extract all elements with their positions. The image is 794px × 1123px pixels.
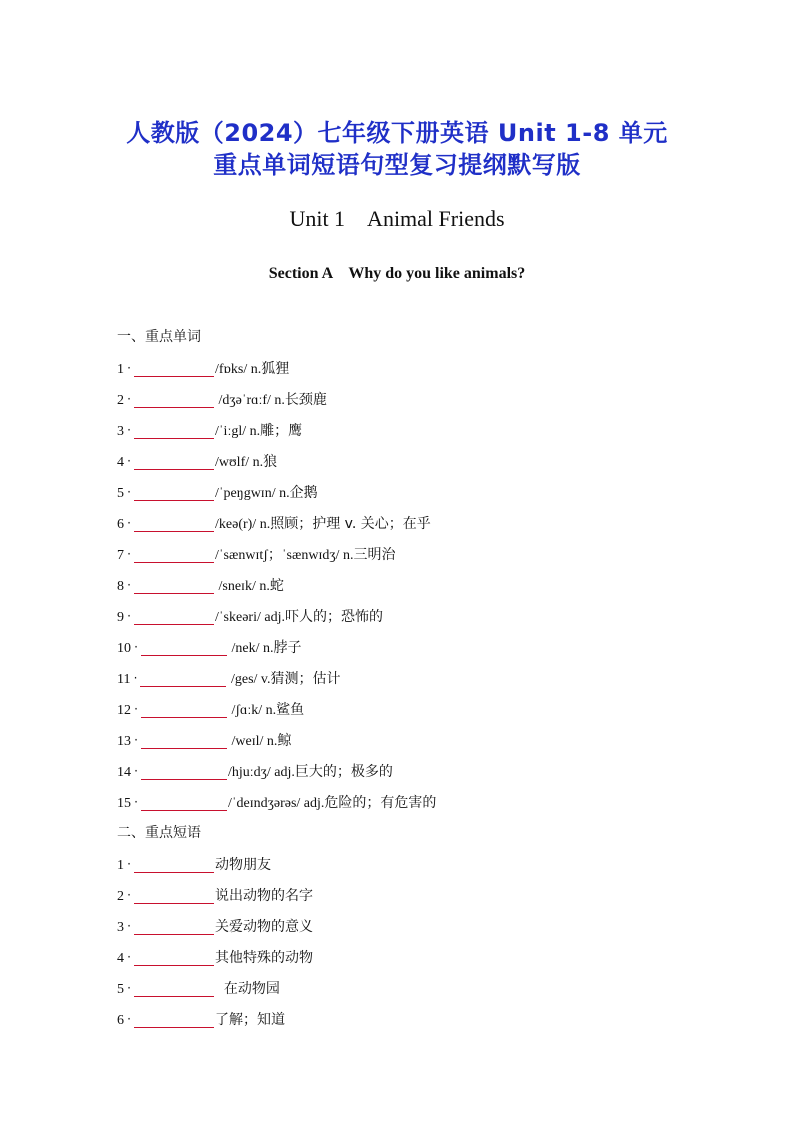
item-separator: · [127,950,131,964]
answer-blank[interactable] [134,1011,214,1028]
pronunciation: /keə(r)/ n. [215,517,271,532]
vocabulary-item [117,479,717,510]
item-separator: · [127,1012,131,1026]
item-number: 3 [117,920,124,935]
item-number: 4 [117,455,124,470]
item-separator: · [127,485,131,499]
meaning: 蛇 [269,578,284,594]
answer-blank[interactable] [134,856,214,873]
vocabulary-item [117,634,717,665]
item-separator: · [127,454,131,468]
phrase-item [117,851,717,882]
vocabulary-item [117,510,717,541]
phrases-list [117,851,717,1037]
item-separator: · [127,609,131,623]
meaning: 狼 [263,454,278,470]
meaning: 危险的；有危害的 [324,795,437,811]
meaning: 了解；知道 [215,1012,285,1028]
vocabulary-item [117,386,717,417]
item-separator: · [133,671,138,685]
unit-title: Unit 1 Animal Friends [289,206,505,231]
item-number: 4 [117,951,124,966]
vocabulary-item [117,448,717,479]
answer-blank[interactable] [134,360,214,377]
item-number: 1 [117,858,124,873]
section-title: Section A Why do you like animals? [268,265,526,282]
item-number: 6 [117,517,124,532]
phrase-item [117,944,717,975]
answer-blank[interactable] [134,391,214,408]
vocabulary-item [117,758,717,789]
answer-blank[interactable] [134,577,214,594]
item-separator: · [127,392,131,406]
worksheet-content [117,324,717,1037]
item-separator: · [127,981,131,995]
pronunciation: /fɒks/ n. [215,362,262,377]
item-separator: · [127,919,131,933]
pronunciation: /ges/ v. [227,672,271,687]
pronunciation: /hjuːdʒ/ adj. [228,765,295,780]
item-number: 11 [117,672,131,687]
meaning: 动物朋友 [215,857,271,873]
item-separator: · [127,361,131,375]
item-number: 8 [117,579,124,594]
item-separator: · [134,702,138,716]
answer-blank[interactable] [134,980,214,997]
meaning: 鲨鱼 [276,702,305,718]
pronunciation: /dʒəˈrɑːf/ n. [215,393,285,408]
item-separator: · [134,795,138,809]
pronunciation: /wʊlf/ n. [215,455,264,470]
item-number: 6 [117,1013,124,1028]
vocabulary-item [117,665,717,696]
vocabulary-list [117,355,717,820]
pronunciation: /ˈpeŋgwɪn/ n. [215,486,290,501]
item-number: 5 [117,486,124,501]
phrase-item [117,913,717,944]
vocabulary-heading: 一、重点单词 [117,329,201,345]
meaning: 狐狸 [261,361,290,377]
answer-blank[interactable] [134,515,214,532]
item-number: 12 [117,703,131,718]
item-separator: · [134,764,138,778]
pronunciation: /ˈsænwɪtʃ；ˈsænwɪdʒ/ n. [215,548,354,563]
vocabulary-item [117,541,717,572]
pronunciation: /ˈdeɪndʒərəs/ adj. [228,796,325,811]
item-separator: · [127,857,131,871]
meaning: 照顾；护理 v. 关心；在乎 [270,516,431,532]
meaning: 脖子 [273,640,302,656]
document-title-line1: 人教版（2024）七年级下册英语 Unit 1-8 单元 [126,119,668,147]
item-number: 14 [117,765,131,780]
vocabulary-item [117,355,717,386]
answer-blank[interactable] [134,608,214,625]
pronunciation: /weɪl/ n. [228,734,278,749]
vocabulary-item [117,696,717,727]
pronunciation: /nek/ n. [228,641,274,656]
vocabulary-item [117,572,717,603]
meaning: 长颈鹿 [284,392,327,408]
meaning: 说出动物的名字 [215,888,313,904]
meaning: 在动物园 [215,981,280,997]
phrase-item [117,1006,717,1037]
answer-blank[interactable] [141,639,227,656]
answer-blank[interactable] [141,701,227,718]
item-separator: · [127,578,131,592]
answer-blank[interactable] [134,887,214,904]
item-number: 1 [117,362,124,377]
item-number: 5 [117,982,124,997]
answer-blank[interactable] [141,794,227,811]
answer-blank[interactable] [134,918,214,935]
item-number: 3 [117,424,124,439]
answer-blank[interactable] [134,546,214,563]
vocabulary-item [117,789,717,820]
item-separator: · [127,516,131,530]
meaning: 企鹅 [289,485,318,501]
meaning: 雕；鹰 [260,423,303,439]
item-separator: · [127,888,131,902]
meaning: 巨大的；极多的 [294,764,393,780]
vocabulary-item [117,727,717,758]
meaning: 其他特殊的动物 [215,950,313,966]
meaning: 鲸 [277,733,292,749]
pronunciation: /ˈskeəri/ adj. [215,610,285,625]
vocabulary-item [117,603,717,634]
pronunciation: /ˈiːgl/ n. [215,424,261,439]
pronunciation: /ʃɑːk/ n. [228,703,277,718]
item-separator: · [127,423,131,437]
item-separator: · [134,640,138,654]
item-number: 2 [117,393,124,408]
vocabulary-item [117,417,717,448]
answer-blank[interactable] [140,670,226,687]
answer-blank[interactable] [134,453,214,470]
meaning: 吓人的；恐怖的 [284,609,383,625]
item-number: 15 [117,796,131,811]
item-number: 13 [117,734,131,749]
phrases-heading: 二、重点短语 [117,825,201,841]
item-separator: · [134,733,138,747]
pronunciation: /sneɪk/ n. [215,579,270,594]
document-title-line2: 重点单词短语句型复习提纲默写版 [213,151,581,179]
meaning: 三明治 [353,547,396,563]
item-number: 10 [117,641,131,656]
answer-blank[interactable] [134,484,214,501]
phrase-item [117,975,717,1006]
item-number: 7 [117,548,124,563]
answer-blank[interactable] [141,732,227,749]
answer-blank[interactable] [134,422,214,439]
meaning: 关爱动物的意义 [215,919,313,935]
item-separator: · [127,547,131,561]
meaning: 猜测；估计 [270,671,341,687]
item-number: 9 [117,610,124,625]
phrase-item [117,882,717,913]
item-number: 2 [117,889,124,904]
answer-blank[interactable] [134,949,214,966]
answer-blank[interactable] [141,763,227,780]
